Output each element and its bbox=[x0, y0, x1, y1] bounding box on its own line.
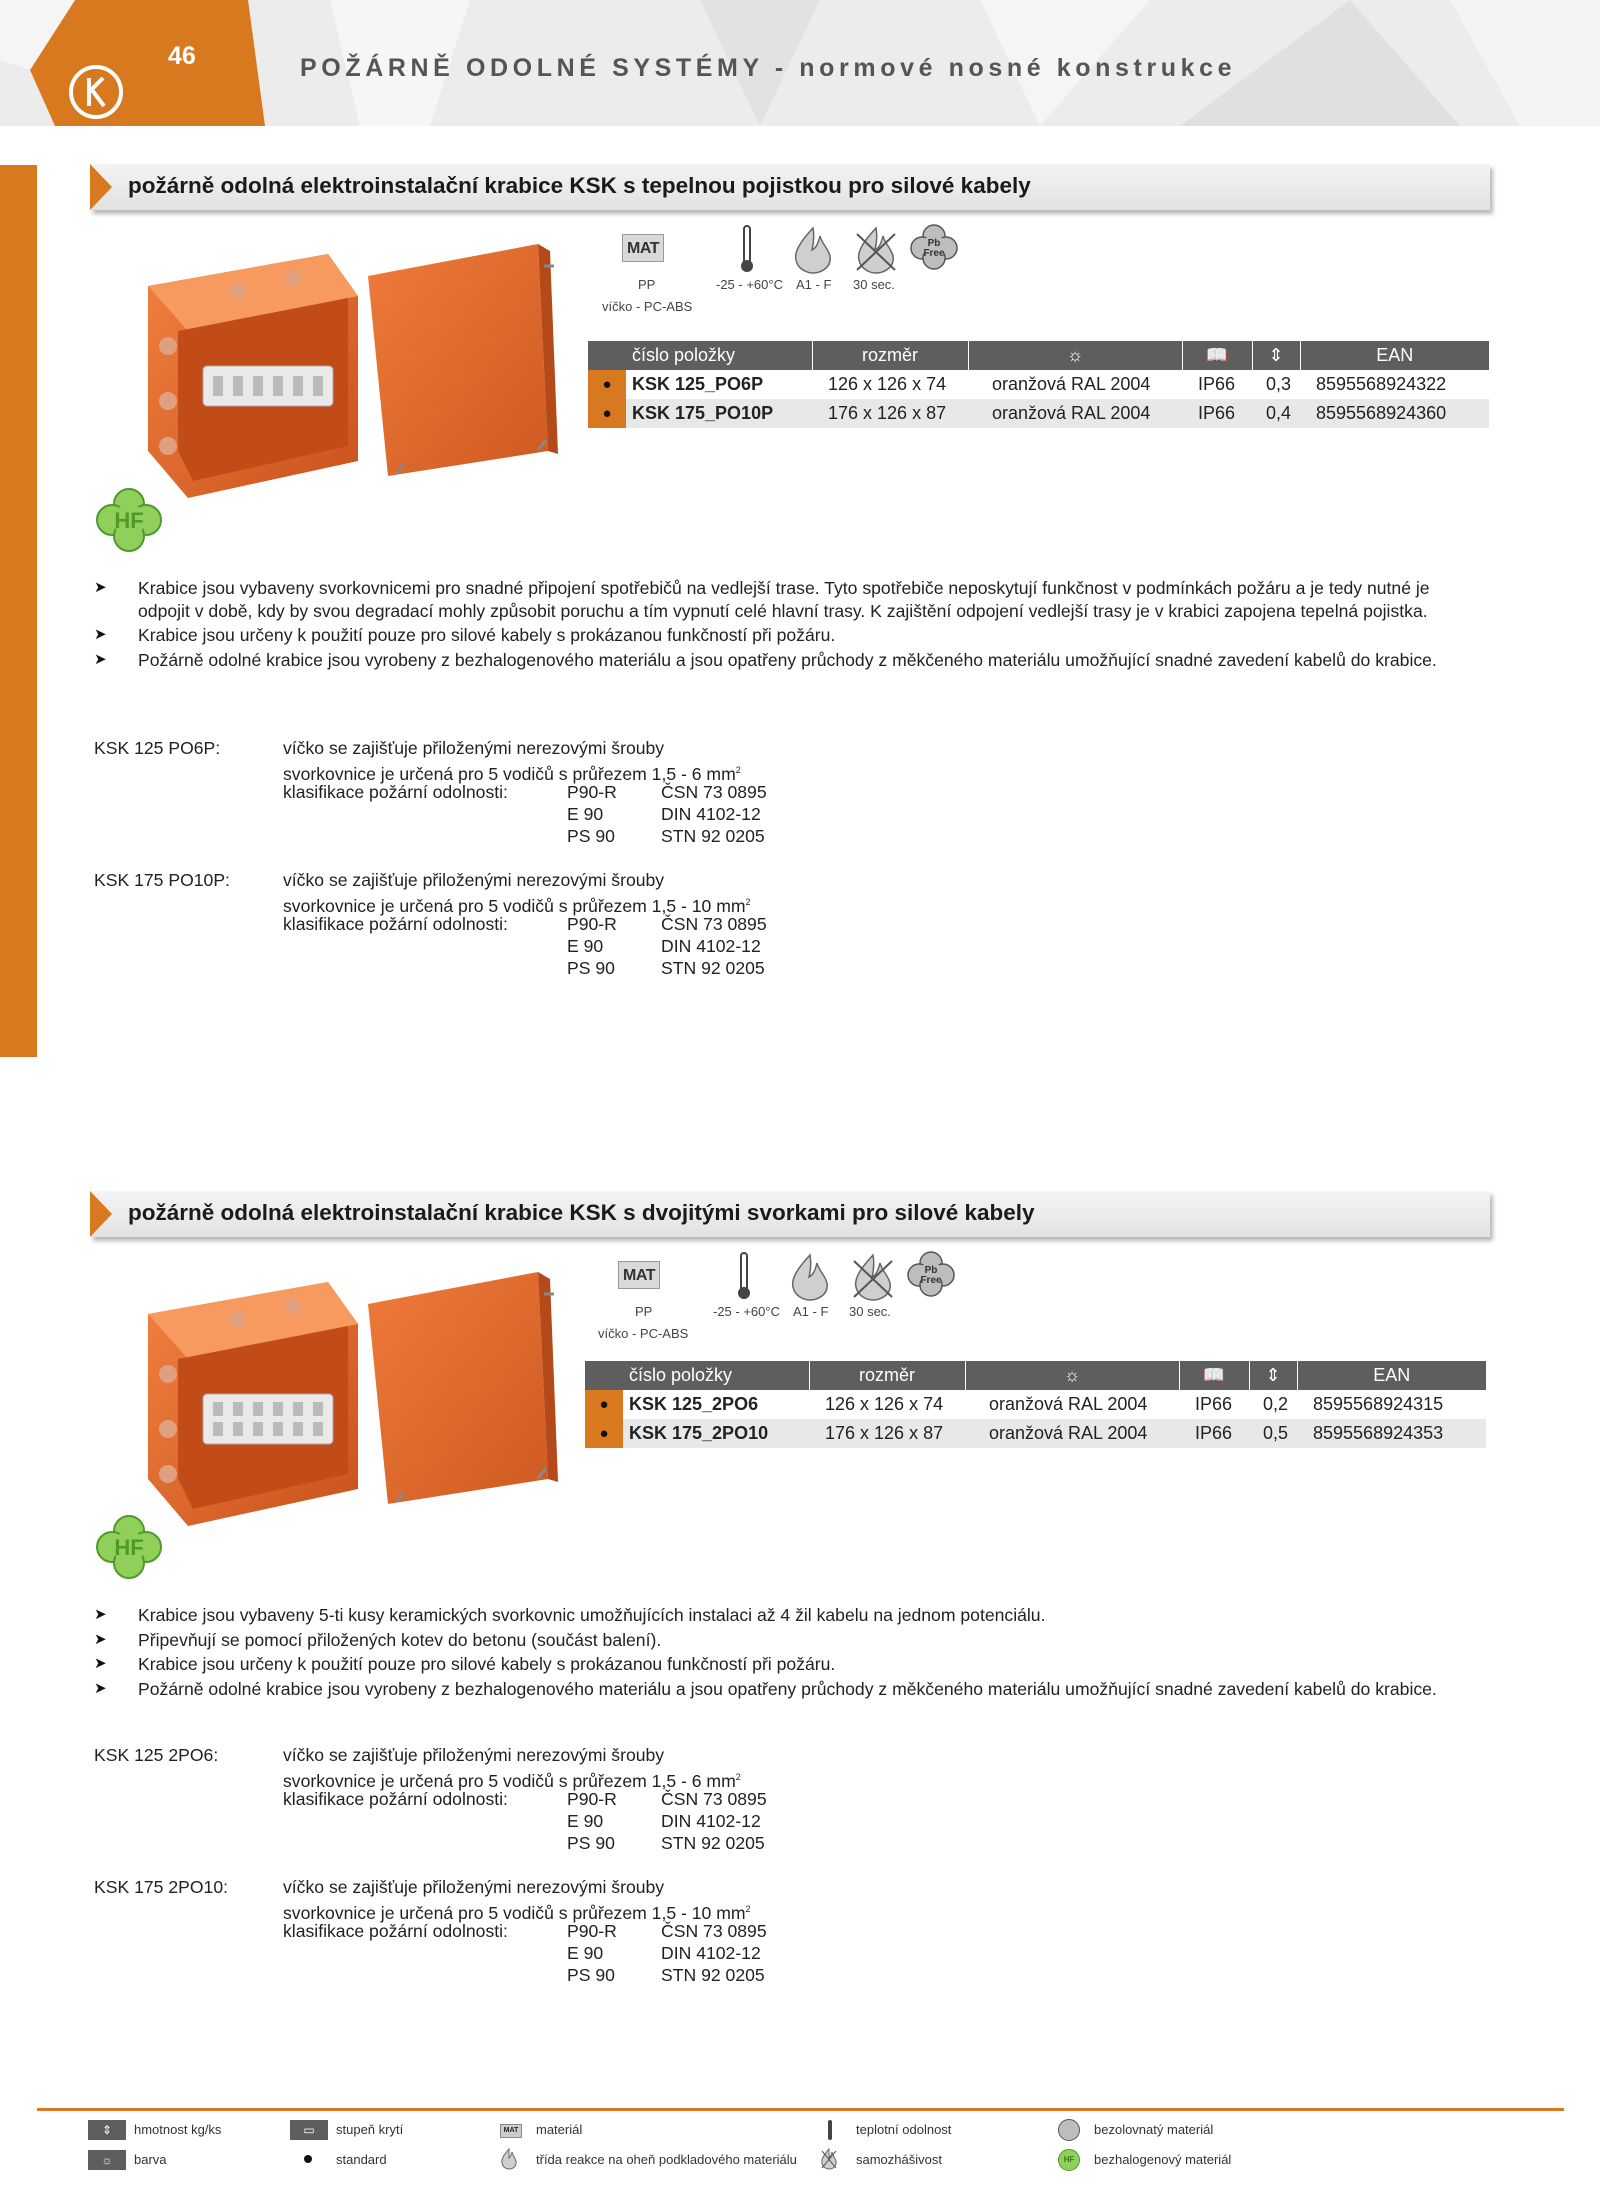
col-ip-icon: 📖 bbox=[1182, 341, 1252, 370]
list-item: ➤ Krabice jsou vybaveny svorkovnicemi pro snadné připojení spotřebičů na vedlejší trase. Tyto spotřebiče neposkytují funkčnost v podmínkách požáru a je tedy nutné je odpojit v době, kdy by svou degradací mohly způsobit poruchu a tím vypnutí celé hlavní trasy. K zajištění odpojení vedlejší trasy je v krabici zapojena tepelná pojistka. bbox=[94, 577, 1454, 622]
spec-terminal: svorkovnice je určená pro 5 vodičů s průřezem 1,5 - 10 $mm^2$ bbox=[283, 1902, 751, 1923]
col-ip-icon: 📖 bbox=[1179, 1361, 1249, 1390]
hf-label: HF bbox=[114, 508, 144, 533]
item-color: oranžová RAL 2004 bbox=[968, 399, 1182, 428]
standard-dot-icon: ● bbox=[585, 1419, 623, 1448]
spec-lid: víčko se zajišťuje přiloženými nerezovými šrouby bbox=[283, 1877, 665, 1897]
fire-reaction-icon bbox=[500, 2148, 518, 2170]
class-norm: STN 92 0205 bbox=[661, 826, 765, 846]
pb-free-icon bbox=[1058, 2119, 1080, 2141]
item-weight: 0,3 bbox=[1252, 370, 1300, 399]
class-code: PS 90 bbox=[567, 826, 615, 846]
class-norm: STN 92 0205 bbox=[661, 1833, 765, 1853]
legend-weight: hmotnost kg/ks bbox=[134, 2122, 222, 2137]
lid-material-value: víčko - PC-ABS bbox=[598, 1326, 689, 1341]
item-size: 176 x 126 x 87 bbox=[812, 399, 968, 428]
list-item: ➤ Krabice jsou vybaveny 5-ti kusy keramických svorkovnic umožňujících instalaci až 4 žil kabelu na jednom potenciálu. bbox=[94, 1604, 1454, 1627]
table-row bbox=[585, 1390, 1486, 1419]
class-code: PS 90 bbox=[567, 1833, 615, 1853]
item-ip: IP66 bbox=[1179, 1419, 1249, 1448]
item-weight: 0,4 bbox=[1252, 399, 1300, 428]
hf-icon bbox=[94, 486, 164, 554]
pb-free-icon bbox=[907, 1251, 955, 1297]
col-size: rozměr bbox=[812, 341, 968, 370]
col-color-icon: ☼ bbox=[968, 341, 1182, 370]
class-norm: STN 92 0205 bbox=[661, 958, 765, 978]
product-table-2 bbox=[585, 1361, 1486, 1448]
hf-icon bbox=[94, 1513, 164, 1581]
col-ean: EAN bbox=[1297, 1361, 1486, 1390]
class-norm: DIN 4102-12 bbox=[661, 1943, 761, 1963]
temp-value: -25 - +60°C bbox=[713, 1304, 780, 1319]
fire-reaction-icon bbox=[790, 226, 836, 274]
item-color: oranžová RAL 2004 bbox=[968, 370, 1182, 399]
table-row bbox=[588, 370, 1489, 399]
svg-text:Free: Free bbox=[920, 1275, 942, 1286]
hf-icon: HF bbox=[1058, 2149, 1080, 2171]
standard-dot-icon: ● bbox=[585, 1390, 623, 1419]
page-header bbox=[0, 0, 1600, 126]
class-code: PS 90 bbox=[567, 958, 615, 978]
pb-free-icon bbox=[910, 224, 958, 270]
spec-lid: víčko se zajišťuje přiloženými nerezovými šrouby bbox=[283, 1745, 665, 1765]
class-code: E 90 bbox=[567, 804, 604, 824]
spec-name: KSK 125 PO6P: bbox=[94, 738, 221, 758]
col-item: číslo položky bbox=[623, 1361, 809, 1390]
material-value: PP bbox=[638, 277, 656, 292]
spec-name: KSK 175 2PO10: bbox=[94, 1877, 228, 1897]
class-code: P90-R bbox=[567, 782, 617, 802]
spec-lid: víčko se zajišťuje přiloženými nerezovými šrouby bbox=[283, 738, 665, 758]
list-item: ➤ Připevňují se pomocí přiložených kotev do betonu (součást balení). bbox=[94, 1629, 1454, 1652]
color-sun-icon: ☼ bbox=[88, 2150, 126, 2170]
item-code: KSK 125_2PO6 bbox=[623, 1390, 809, 1419]
spec-terminal: svorkovnice je určená pro 5 vodičů s průřezem 1,5 - 6 $mm^2$ bbox=[283, 1770, 741, 1791]
col-weight-icon: ⇕ bbox=[1249, 1361, 1297, 1390]
standard-dot-icon bbox=[304, 2155, 312, 2163]
product-image-2 bbox=[118, 1264, 568, 1534]
item-ip: IP66 bbox=[1182, 370, 1252, 399]
spec-class-label: klasifikace požární odolnosti: bbox=[283, 1789, 508, 1809]
spec-terminal: svorkovnice je určená pro 5 vodičů s průřezem 1,5 - 10 $mm^2$ bbox=[283, 895, 751, 916]
class-norm: ČSN 73 0895 bbox=[661, 914, 767, 934]
class-norm: DIN 4102-12 bbox=[661, 1811, 761, 1831]
title-arrow-icon bbox=[90, 1191, 112, 1237]
col-weight-icon: ⇕ bbox=[1252, 341, 1300, 370]
table-header-row bbox=[588, 341, 1489, 370]
section1-title-bar bbox=[90, 164, 1490, 212]
spec-class-label: klasifikace požární odolnosti: bbox=[283, 782, 508, 802]
material-icon: MAT bbox=[500, 2124, 522, 2138]
table-row bbox=[585, 1419, 1486, 1448]
class-code: E 90 bbox=[567, 1943, 604, 1963]
legend-material: materiál bbox=[536, 2122, 583, 2137]
spec-class-label: klasifikace požární odolnosti: bbox=[283, 914, 508, 934]
footer-divider bbox=[37, 2108, 1564, 2111]
item-code: KSK 175_PO10P bbox=[626, 399, 812, 428]
legend-temp: teplotní odolnost bbox=[856, 2122, 952, 2137]
section2-title: požárně odolná elektroinstalační krabice KSK s dvojitými svorkami pro silové kabely bbox=[128, 1200, 1035, 1225]
list-item: ➤ Požárně odolné krabice jsou vyrobeny z bezhalogenového materiálu a jsou opatřeny průchody z měkčeného materiálu umožňující snadné zavedení kabelů do krabice. bbox=[94, 1678, 1454, 1701]
class-code: P90-R bbox=[567, 1789, 617, 1809]
item-size: 126 x 126 x 74 bbox=[812, 370, 968, 399]
logo-icon bbox=[68, 64, 124, 120]
material-icon: MAT bbox=[622, 234, 664, 262]
spec-class-label: klasifikace požární odolnosti: bbox=[283, 1921, 508, 1941]
self-extinguishing-icon bbox=[853, 226, 899, 274]
temp-value: -25 - +60°C bbox=[716, 277, 783, 292]
thermometer-icon bbox=[738, 224, 756, 274]
self-extinguishing-icon bbox=[850, 1253, 896, 1301]
item-weight: 0,2 bbox=[1249, 1390, 1297, 1419]
item-ean: 8595568924353 bbox=[1297, 1419, 1486, 1448]
legend-selfext: samozhášivost bbox=[856, 2152, 942, 2167]
spec-lid: víčko se zajišťuje přiloženými nerezovými šrouby bbox=[283, 870, 665, 890]
col-ean: EAN bbox=[1300, 341, 1489, 370]
legend-reaction: třída reakce na oheň podkladového materiálu bbox=[536, 2152, 797, 2167]
weight-icon: ⇕ bbox=[88, 2120, 126, 2140]
list-item: ➤ Krabice jsou určeny k použití pouze pro silové kabely s prokázanou funkčností při požáru. bbox=[94, 624, 1454, 647]
section1-title: požárně odolná elektroinstalační krabice KSK s tepelnou pojistkou pro silové kabely bbox=[128, 173, 1031, 198]
class-code: E 90 bbox=[567, 936, 604, 956]
class-norm: ČSN 73 0895 bbox=[661, 782, 767, 802]
col-size: rozměr bbox=[809, 1361, 965, 1390]
material-icon: MAT bbox=[618, 1261, 660, 1289]
class-norm: STN 92 0205 bbox=[661, 1965, 765, 1985]
section1-bullets bbox=[94, 577, 1454, 673]
title-arrow-icon bbox=[90, 164, 112, 210]
ip-book-icon: ▭ bbox=[290, 2120, 328, 2140]
item-size: 126 x 126 x 74 bbox=[809, 1390, 965, 1419]
item-ean: 8595568924315 bbox=[1297, 1390, 1486, 1419]
thermometer-icon bbox=[735, 1251, 753, 1301]
self-ext-value: 30 sec. bbox=[853, 277, 895, 292]
class-code: P90-R bbox=[567, 914, 617, 934]
item-ean: 8595568924360 bbox=[1300, 399, 1489, 428]
spec-name: KSK 175 PO10P: bbox=[94, 870, 230, 890]
class-norm: ČSN 73 0895 bbox=[661, 1789, 767, 1809]
class-norm: DIN 4102-12 bbox=[661, 804, 761, 824]
material-value: PP bbox=[635, 1304, 653, 1319]
list-item: ➤ Krabice jsou určeny k použití pouze pro silové kabely s prokázanou funkčností při požáru. bbox=[94, 1653, 1454, 1676]
legend-standard: standard bbox=[336, 2152, 387, 2167]
standard-dot-icon: ● bbox=[588, 370, 626, 399]
item-color: oranžová RAL 2004 bbox=[965, 1390, 1179, 1419]
class-norm: ČSN 73 0895 bbox=[661, 1921, 767, 1941]
class-norm: DIN 4102-12 bbox=[661, 936, 761, 956]
section2-title-bar bbox=[90, 1191, 1490, 1239]
product-image-1 bbox=[118, 236, 568, 506]
section2-bullets bbox=[94, 1604, 1454, 1702]
svg-text:Pb: Pb bbox=[924, 1265, 938, 1276]
lid-material-value: víčko - PC-ABS bbox=[602, 299, 693, 314]
standard-dot-icon: ● bbox=[588, 399, 626, 428]
legend-halogen: bezhalogenový materiál bbox=[1094, 2152, 1232, 2167]
item-color: oranžová RAL 2004 bbox=[965, 1419, 1179, 1448]
self-ext-value: 30 sec. bbox=[849, 1304, 891, 1319]
svg-text:Pb: Pb bbox=[927, 238, 941, 249]
list-item: ➤ Požárně odolné krabice jsou vyrobeny z bezhalogenového materiálu a jsou opatřeny průchody z měkčeného materiálu umožňující snadné zavedení kabelů do krabice. bbox=[94, 649, 1454, 672]
side-accent-bar bbox=[0, 165, 37, 1057]
thermometer-icon bbox=[828, 2120, 832, 2140]
item-code: KSK 125_PO6P bbox=[626, 370, 812, 399]
class-code: PS 90 bbox=[567, 1965, 615, 1985]
table-header-row bbox=[585, 1361, 1486, 1390]
hf-label: HF bbox=[114, 1535, 144, 1560]
svg-text:Free: Free bbox=[923, 248, 945, 259]
item-weight: 0,5 bbox=[1249, 1419, 1297, 1448]
page-title: POŽÁRNĚ ODOLNÉ SYSTÉMY - normové nosné konstrukce bbox=[300, 54, 1237, 82]
class-code: P90-R bbox=[567, 1921, 617, 1941]
col-color-icon: ☼ bbox=[965, 1361, 1179, 1390]
class-code: E 90 bbox=[567, 1811, 604, 1831]
legend-pbfree: bezolovnatý materiál bbox=[1094, 2122, 1214, 2137]
item-ean: 8595568924322 bbox=[1300, 370, 1489, 399]
table-row bbox=[588, 399, 1489, 428]
item-code: KSK 175_2PO10 bbox=[623, 1419, 809, 1448]
item-ip: IP66 bbox=[1179, 1390, 1249, 1419]
page-number: 46 bbox=[168, 42, 196, 70]
self-extinguishing-icon bbox=[820, 2148, 838, 2170]
legend-ip: stupeň krytí bbox=[336, 2122, 404, 2137]
item-size: 176 x 126 x 87 bbox=[809, 1419, 965, 1448]
legend-color: barva bbox=[134, 2152, 167, 2167]
fire-class-value: A1 - F bbox=[793, 1304, 829, 1319]
col-item: číslo položky bbox=[626, 341, 812, 370]
item-ip: IP66 bbox=[1182, 399, 1252, 428]
fire-class-value: A1 - F bbox=[796, 277, 832, 292]
spec-terminal: svorkovnice je určená pro 5 vodičů s průřezem 1,5 - 6 $mm^2$ bbox=[283, 763, 741, 784]
spec-name: KSK 125 2PO6: bbox=[94, 1745, 219, 1765]
product-table-1 bbox=[588, 341, 1489, 428]
fire-reaction-icon bbox=[787, 1253, 833, 1301]
